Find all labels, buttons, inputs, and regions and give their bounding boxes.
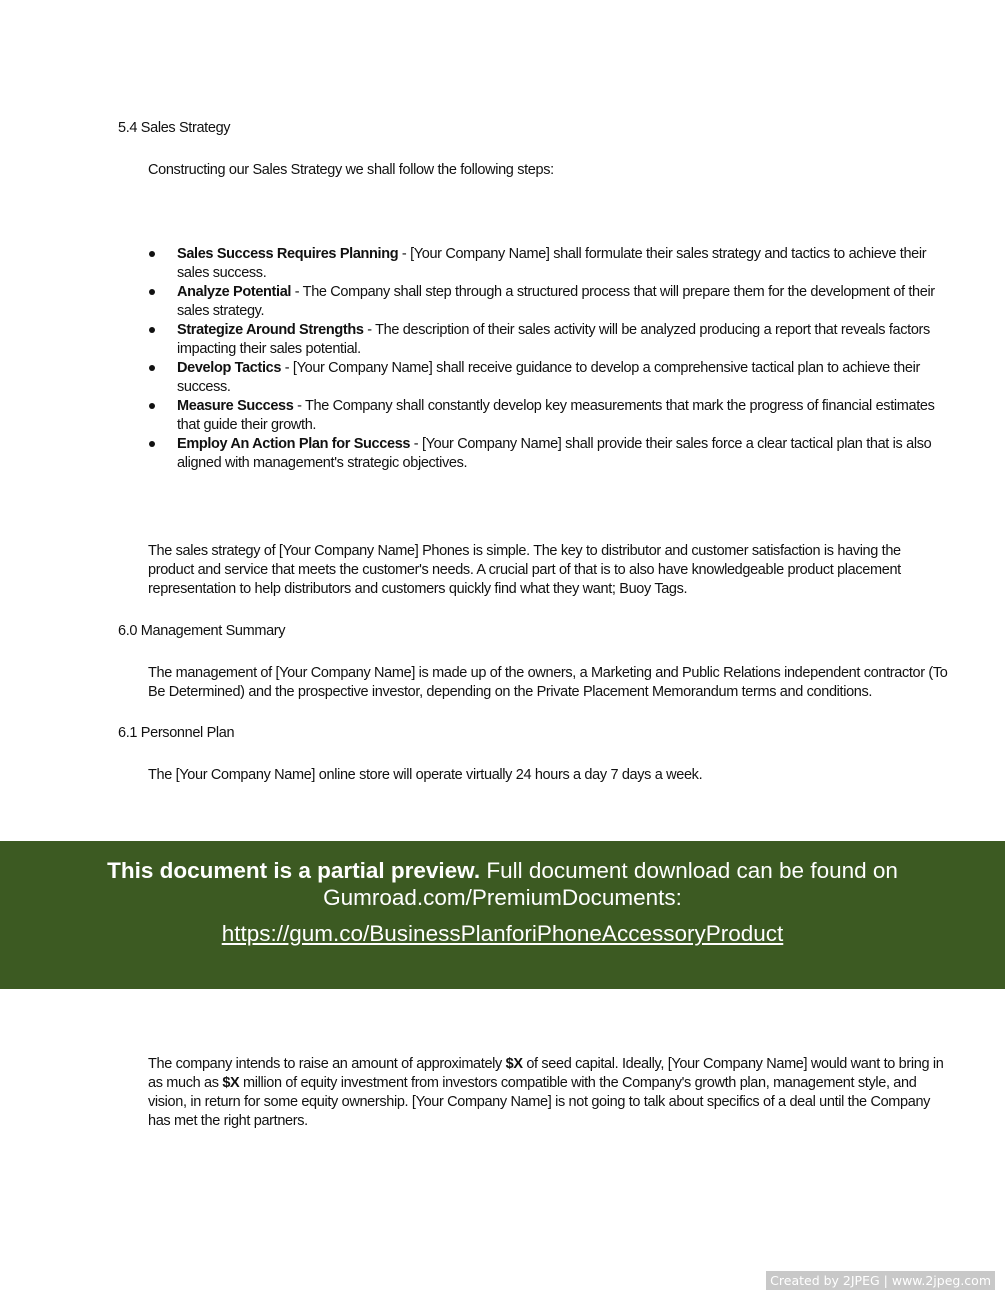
section-heading-sales-strategy: 5.4 Sales Strategy (118, 120, 231, 136)
bullet-text: - [Your Company Name] shall provide their sales force a clear tactical plan that is also aligned with management's strategic objectives. (177, 436, 932, 471)
funding-text-3: million of equity investment from investors compatible with the Company's growth plan, management style, and vision, in return for some equity ownership. [Your Company Name] is not going to talk about specifics of a deal until the Company has met the right partners. (148, 1075, 931, 1129)
section-heading-personnel-plan: 6.1 Personnel Plan (118, 725, 235, 741)
list-item (148, 359, 948, 397)
list-item (148, 397, 948, 435)
bullet-icon (149, 251, 155, 257)
bullet-text: - The Company shall step through a structured process that will prepare them for the development of their sales strategy. (177, 284, 935, 319)
funding-amount-2: $X (222, 1075, 240, 1091)
banner-message (0, 857, 1005, 911)
personnel-plan-body: The [Your Company Name] online store will operate virtually 24 hours a day 7 days a week. (148, 767, 703, 783)
management-summary-body: The management of [Your Company Name] is made up of the owners, a Marketing and Public Relations independent contractor (To Be Determined) and the prospective investor, depending on the Private Placement Memorandum terms and conditions. (148, 665, 948, 700)
sales-strategy-summary: The sales strategy of [Your Company Name] Phones is simple. The key to distributor and customer satisfaction is having the product and service that meets the customer's needs. A crucial part of that is to also have knowledgeable product placement representation to help distributors and customers quickly find what they want; Buoy Tags. (148, 543, 901, 597)
bullet-icon (149, 289, 155, 295)
list-item (148, 321, 948, 359)
bullet-text: - The description of their sales activity will be analyzed producing a report that reveals factors impacting their sales potential. (177, 322, 930, 357)
bullet-text: - The Company shall constantly develop key measurements that mark the progress of financial estimates that guide their growth. (177, 398, 935, 433)
funding-paragraph (148, 1055, 948, 1131)
funding-amount-1: $X (505, 1056, 523, 1072)
bullet-term: Measure Success (177, 398, 294, 414)
bullet-icon (149, 441, 155, 447)
bullet-term: Develop Tactics (177, 360, 282, 376)
download-link[interactable]: https://gum.co/BusinessPlanforiPhoneAccessoryProduct (221, 921, 784, 946)
banner-bold-text: This document is a partial preview. (107, 858, 481, 883)
watermark: Created by 2JPEG | www.2jpeg.com (766, 1271, 995, 1290)
banner-text: Full document download can be found on Gumroad.com/PremiumDocuments: (323, 858, 898, 910)
list-item (148, 245, 948, 283)
bullet-term: Strategize Around Strengths (177, 322, 364, 338)
sales-strategy-intro: Constructing our Sales Strategy we shall follow the following steps: (148, 162, 554, 178)
bullet-icon (149, 403, 155, 409)
list-item (148, 283, 948, 321)
bullet-text: - [Your Company Name] shall formulate their sales strategy and tactics to achieve their sales success. (177, 246, 927, 281)
bullet-term: Sales Success Requires Planning (177, 246, 399, 262)
bullet-icon (149, 327, 155, 333)
sales-steps-list (148, 245, 948, 473)
bullet-text: - [Your Company Name] shall receive guidance to develop a comprehensive tactical plan to achieve their success. (177, 360, 920, 395)
funding-text-2: of seed capital. Ideally, [Your Company Name] would want to bring in as much as (148, 1056, 944, 1091)
partial-preview-banner (0, 841, 1005, 989)
section-heading-management-summary: 6.0 Management Summary (118, 623, 286, 639)
bullet-term: Employ An Action Plan for Success (177, 436, 411, 452)
bullet-term: Analyze Potential (177, 284, 292, 300)
funding-text-1: The company intends to raise an amount of approximately (148, 1056, 506, 1072)
bullet-icon (149, 365, 155, 371)
list-item (148, 435, 948, 473)
